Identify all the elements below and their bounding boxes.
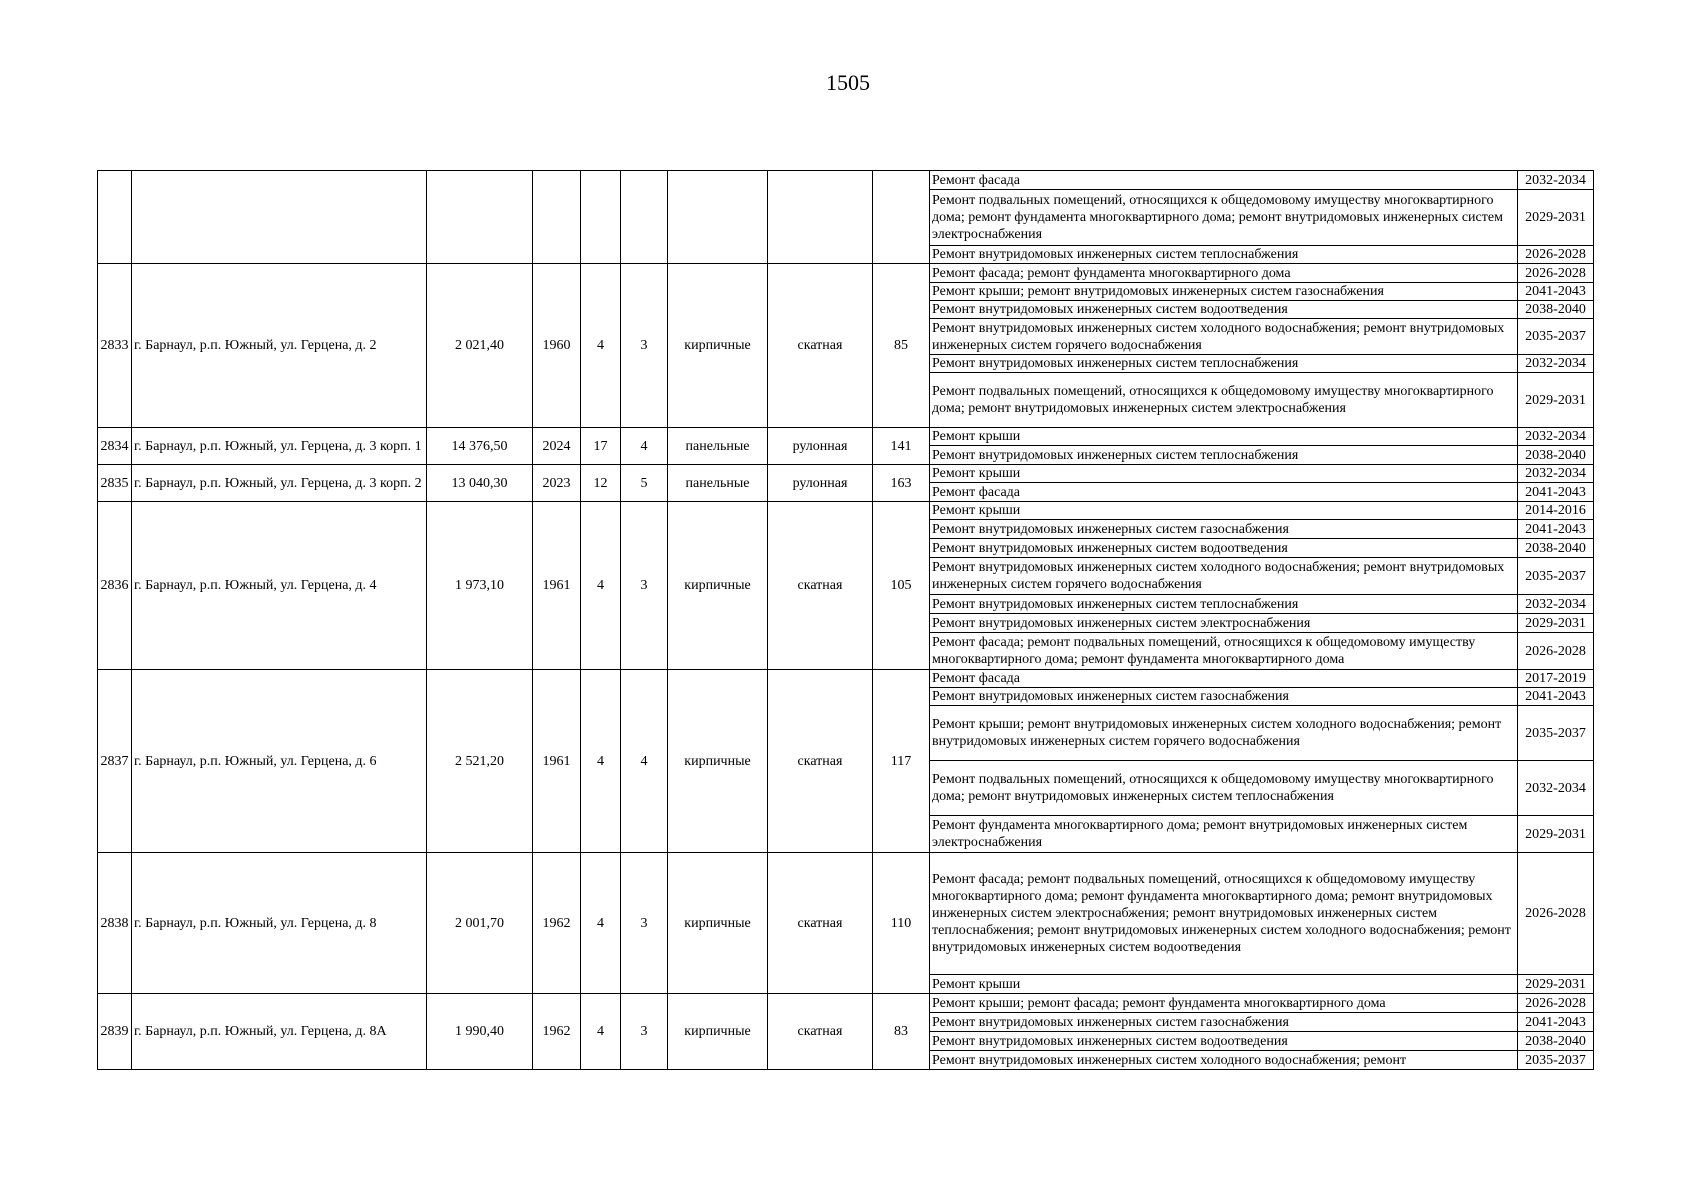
roof-type: скатная (768, 264, 873, 428)
house-address: г. Барнаул, р.п. Южный, ул. Герцена, д. 2 (132, 264, 427, 428)
entrances-count: 4 (621, 428, 668, 465)
repair-work: Ремонт внутридомовых инженерных систем теплоснабжения (930, 595, 1518, 614)
table-row (98, 853, 1594, 975)
residents-count: 105 (873, 502, 930, 670)
entrances-count (621, 171, 668, 264)
table-row (98, 465, 1594, 483)
repair-period: 2026-2028 (1518, 264, 1594, 283)
repair-work: Ремонт подвальных помещений, относящихся к общедомовому имуществу многоквартирного дома; ремонт внутридомовых инженерных систем теплоснабжения (930, 761, 1518, 816)
repair-work: Ремонт внутридомовых инженерных систем теплоснабжения (930, 446, 1518, 465)
repair-work: Ремонт внутридомовых инженерных систем холодного водоснабжения; ремонт (930, 1051, 1518, 1070)
wall-material: панельные (668, 428, 768, 465)
build-year: 1962 (533, 994, 581, 1070)
house-area: 2 001,70 (427, 853, 533, 994)
wall-material (668, 171, 768, 264)
entrances-count: 5 (621, 465, 668, 502)
floors-count: 4 (581, 264, 621, 428)
repair-work: Ремонт внутридомовых инженерных систем газоснабжения (930, 688, 1518, 706)
repair-work: Ремонт внутридомовых инженерных систем водоотведения (930, 1032, 1518, 1051)
roof-type: скатная (768, 502, 873, 670)
repair-work: Ремонт внутридомовых инженерных систем газоснабжения (930, 520, 1518, 539)
repair-period: 2029-2031 (1518, 614, 1594, 633)
roof-type: рулонная (768, 428, 873, 465)
table-row (98, 670, 1594, 688)
repair-work: Ремонт внутридомовых инженерных систем холодного водоснабжения; ремонт внутридомовых инженерных систем горячего водоснабжения (930, 319, 1518, 355)
house-number: 2839 (98, 994, 132, 1070)
table-row (98, 171, 1594, 190)
roof-type: скатная (768, 853, 873, 994)
repair-work: Ремонт подвальных помещений, относящихся к общедомовому имуществу многоквартирного дома; ремонт фундамента многоквартирного дома; ремонт внутридомовых инженерных систем электроснабжения (930, 190, 1518, 246)
house-number: 2836 (98, 502, 132, 670)
repair-work: Ремонт крыши; ремонт внутридомовых инженерных систем холодного водоснабжения; ремонт внутридомовых инженерных систем горячего водоснабжения (930, 706, 1518, 761)
repair-period: 2035-2037 (1518, 706, 1594, 761)
house-address: г. Барнаул, р.п. Южный, ул. Герцена, д. 6 (132, 670, 427, 853)
house-number: 2834 (98, 428, 132, 465)
repair-work: Ремонт внутридомовых инженерных систем водоотведения (930, 301, 1518, 319)
repair-period: 2014-2016 (1518, 502, 1594, 520)
table-row (98, 428, 1594, 446)
house-area: 13 040,30 (427, 465, 533, 502)
repair-work: Ремонт фасада; ремонт подвальных помещений, относящихся к общедомовому имуществу многоквартирного дома; ремонт фундамента многоквартирного дома; ремонт внутридомовых инженерных систем электроснабжения; ремонт внутридомовых инженерных систем теплоснабжения; ремонт внутридомовых инженерных систем холодного водоснабжения; ремонт внутридомовых инженерных систем водоотведения (930, 853, 1518, 975)
repair-work: Ремонт внутридомовых инженерных систем электроснабжения (930, 614, 1518, 633)
repair-period: 2029-2031 (1518, 373, 1594, 428)
repair-period: 2026-2028 (1518, 853, 1594, 975)
capital-repair-table (97, 170, 1594, 1070)
house-address (132, 171, 427, 264)
wall-material: панельные (668, 465, 768, 502)
house-area: 2 021,40 (427, 264, 533, 428)
repair-period: 2038-2040 (1518, 301, 1594, 319)
repair-work: Ремонт крыши; ремонт внутридомовых инженерных систем газоснабжения (930, 283, 1518, 301)
entrances-count: 3 (621, 853, 668, 994)
house-area (427, 171, 533, 264)
floors-count: 4 (581, 670, 621, 853)
roof-type (768, 171, 873, 264)
floors-count: 4 (581, 502, 621, 670)
repair-period: 2032-2034 (1518, 428, 1594, 446)
build-year: 1961 (533, 502, 581, 670)
house-area: 14 376,50 (427, 428, 533, 465)
repair-period: 2035-2037 (1518, 319, 1594, 355)
entrances-count: 3 (621, 264, 668, 428)
repair-period: 2032-2034 (1518, 171, 1594, 190)
repair-work: Ремонт фасада (930, 483, 1518, 502)
floors-count: 12 (581, 465, 621, 502)
roof-type: скатная (768, 994, 873, 1070)
house-area: 1 973,10 (427, 502, 533, 670)
repair-period: 2035-2037 (1518, 1051, 1594, 1070)
house-area: 1 990,40 (427, 994, 533, 1070)
wall-material: кирпичные (668, 853, 768, 994)
residents-count: 117 (873, 670, 930, 853)
repair-period: 2041-2043 (1518, 688, 1594, 706)
roof-type: рулонная (768, 465, 873, 502)
repair-work: Ремонт фасада; ремонт фундамента многоквартирного дома (930, 264, 1518, 283)
repair-period: 2038-2040 (1518, 539, 1594, 558)
house-address: г. Барнаул, р.п. Южный, ул. Герцена, д. 8 (132, 853, 427, 994)
repair-work: Ремонт крыши (930, 975, 1518, 994)
repair-work: Ремонт подвальных помещений, относящихся к общедомовому имуществу многоквартирного дома; ремонт внутридомовых инженерных систем электроснабжения (930, 373, 1518, 428)
residents-count: 85 (873, 264, 930, 428)
repair-period: 2041-2043 (1518, 483, 1594, 502)
repair-period: 2032-2034 (1518, 595, 1594, 614)
entrances-count: 3 (621, 994, 668, 1070)
repair-work: Ремонт фасада; ремонт подвальных помещений, относящихся к общедомовому имуществу многоквартирного дома; ремонт фундамента многоквартирного дома (930, 633, 1518, 670)
repair-work: Ремонт крыши (930, 465, 1518, 483)
repair-work: Ремонт внутридомовых инженерных систем газоснабжения (930, 1013, 1518, 1032)
table-body (98, 171, 1594, 1070)
build-year: 2024 (533, 428, 581, 465)
house-address: г. Барнаул, р.п. Южный, ул. Герцена, д. 3 корп. 1 (132, 428, 427, 465)
residents-count (873, 171, 930, 264)
repair-work: Ремонт внутридомовых инженерных систем теплоснабжения (930, 355, 1518, 373)
floors-count: 4 (581, 853, 621, 994)
repair-work: Ремонт крыши; ремонт фасада; ремонт фундамента многоквартирного дома (930, 994, 1518, 1013)
roof-type: скатная (768, 670, 873, 853)
wall-material: кирпичные (668, 502, 768, 670)
repair-period: 2038-2040 (1518, 446, 1594, 465)
repair-period: 2026-2028 (1518, 633, 1594, 670)
floors-count (581, 171, 621, 264)
table-row (98, 502, 1594, 520)
house-number: 2838 (98, 853, 132, 994)
floors-count: 4 (581, 994, 621, 1070)
repair-work: Ремонт фасада (930, 171, 1518, 190)
repair-period: 2035-2037 (1518, 558, 1594, 595)
wall-material: кирпичные (668, 994, 768, 1070)
house-number (98, 171, 132, 264)
repair-work: Ремонт внутридомовых инженерных систем теплоснабжения (930, 246, 1518, 264)
build-year: 2023 (533, 465, 581, 502)
repair-period: 2038-2040 (1518, 1032, 1594, 1051)
wall-material: кирпичные (668, 264, 768, 428)
repair-period: 2041-2043 (1518, 520, 1594, 539)
wall-material: кирпичные (668, 670, 768, 853)
repair-period: 2032-2034 (1518, 355, 1594, 373)
repair-work: Ремонт внутридомовых инженерных систем холодного водоснабжения; ремонт внутридомовых инженерных систем горячего водоснабжения (930, 558, 1518, 595)
repair-work: Ремонт внутридомовых инженерных систем водоотведения (930, 539, 1518, 558)
repair-period: 2017-2019 (1518, 670, 1594, 688)
repair-work: Ремонт крыши (930, 428, 1518, 446)
residents-count: 141 (873, 428, 930, 465)
build-year (533, 171, 581, 264)
build-year: 1961 (533, 670, 581, 853)
repair-period: 2041-2043 (1518, 1013, 1594, 1032)
build-year: 1962 (533, 853, 581, 994)
repair-period: 2032-2034 (1518, 465, 1594, 483)
repair-period: 2029-2031 (1518, 975, 1594, 994)
entrances-count: 3 (621, 502, 668, 670)
build-year: 1960 (533, 264, 581, 428)
table-row (98, 264, 1594, 283)
house-area: 2 521,20 (427, 670, 533, 853)
repair-period: 2026-2028 (1518, 246, 1594, 264)
residents-count: 83 (873, 994, 930, 1070)
entrances-count: 4 (621, 670, 668, 853)
repair-period: 2041-2043 (1518, 283, 1594, 301)
repair-work: Ремонт фундамента многоквартирного дома; ремонт внутридомовых инженерных систем электроснабжения (930, 816, 1518, 853)
floors-count: 17 (581, 428, 621, 465)
page-number: 1505 (826, 70, 870, 95)
residents-count: 163 (873, 465, 930, 502)
house-number: 2833 (98, 264, 132, 428)
residents-count: 110 (873, 853, 930, 994)
repair-period: 2029-2031 (1518, 816, 1594, 853)
repair-period: 2029-2031 (1518, 190, 1594, 246)
house-number: 2837 (98, 670, 132, 853)
house-address: г. Барнаул, р.п. Южный, ул. Герцена, д. 3 корп. 2 (132, 465, 427, 502)
table-row (98, 994, 1594, 1013)
house-number: 2835 (98, 465, 132, 502)
repair-work: Ремонт крыши (930, 502, 1518, 520)
repair-work: Ремонт фасада (930, 670, 1518, 688)
house-address: г. Барнаул, р.п. Южный, ул. Герцена, д. 4 (132, 502, 427, 670)
repair-period: 2032-2034 (1518, 761, 1594, 816)
repair-period: 2026-2028 (1518, 994, 1594, 1013)
house-address: г. Барнаул, р.п. Южный, ул. Герцена, д. 8А (132, 994, 427, 1070)
